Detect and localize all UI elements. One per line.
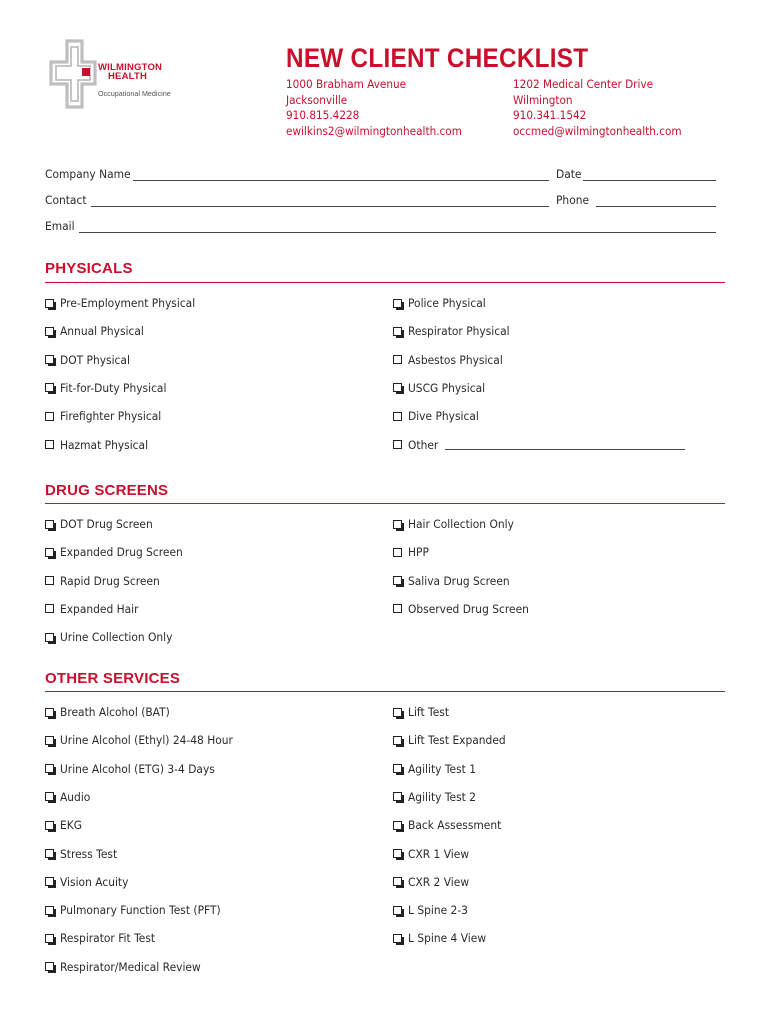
checklist-item[interactable] bbox=[45, 574, 168, 588]
checkbox-icon[interactable] bbox=[393, 934, 402, 943]
logo-subtitle: Occupational Medicine bbox=[98, 89, 171, 98]
checklist-item-label: L Spine 2-3 bbox=[408, 903, 468, 918]
logo-line2: HEALTH bbox=[108, 71, 148, 82]
checklist-item-label: Other bbox=[408, 437, 439, 452]
checklist-item[interactable] bbox=[45, 296, 207, 310]
checklist-item[interactable] bbox=[45, 733, 248, 747]
checklist-item[interactable] bbox=[393, 296, 492, 310]
logo-wordmark bbox=[98, 63, 162, 81]
checklist-item[interactable] bbox=[45, 903, 235, 917]
checkbox-icon[interactable] bbox=[393, 736, 402, 745]
section-title-physicals: PHYSICALS bbox=[45, 260, 133, 277]
checkbox-icon[interactable] bbox=[393, 412, 402, 421]
phone-field[interactable] bbox=[596, 206, 716, 207]
checklist-item[interactable] bbox=[393, 324, 518, 338]
checklist-item-label: Respirator Physical bbox=[408, 324, 510, 339]
email-label: Email bbox=[45, 219, 75, 233]
checklist-item[interactable] bbox=[393, 733, 514, 747]
address-city: Wilmington bbox=[513, 92, 573, 107]
checklist-item-label: DOT Drug Screen bbox=[60, 517, 153, 531]
checklist-item-label: L Spine 4 View bbox=[408, 931, 487, 946]
checklist-item-label: Firefighter Physical bbox=[60, 409, 162, 424]
checklist-item[interactable] bbox=[45, 545, 193, 559]
checklist-item[interactable] bbox=[393, 762, 482, 776]
address-wilmington bbox=[513, 77, 682, 139]
checklist-item-label: Dive Physical bbox=[408, 409, 479, 424]
checklist-item-label: CXR 2 View bbox=[408, 874, 470, 889]
checklist-item-label: HPP bbox=[408, 545, 429, 560]
checklist-item[interactable] bbox=[393, 903, 473, 917]
address-email: occmed@wilmingtonhealth.com bbox=[513, 123, 682, 138]
medical-cross-icon bbox=[46, 38, 98, 110]
date-label: Date bbox=[556, 167, 582, 181]
checklist-item-label: Agility Test 1 bbox=[408, 761, 477, 776]
checkbox-icon[interactable] bbox=[393, 520, 402, 529]
checkbox-icon[interactable] bbox=[45, 708, 54, 717]
checkbox-icon[interactable] bbox=[45, 520, 54, 529]
checklist-item[interactable] bbox=[393, 353, 511, 367]
address-city: Jacksonville bbox=[286, 92, 348, 107]
checklist-item[interactable] bbox=[45, 602, 145, 616]
section-divider bbox=[45, 691, 725, 692]
checklist-item[interactable] bbox=[393, 517, 523, 531]
checklist-item-label: Lift Test bbox=[408, 705, 450, 719]
checklist-item[interactable] bbox=[45, 762, 228, 776]
checklist-item[interactable] bbox=[393, 545, 431, 559]
checklist-item[interactable] bbox=[45, 960, 213, 974]
checkbox-icon[interactable] bbox=[45, 849, 54, 858]
checklist-item[interactable] bbox=[45, 931, 163, 945]
checkbox-icon[interactable] bbox=[45, 821, 54, 830]
address-email: ewilkins2@wilmingtonhealth.com bbox=[286, 123, 462, 138]
checklist-item-label: Expanded Drug Screen bbox=[60, 545, 183, 560]
address-street: 1000 Brabham Avenue bbox=[286, 77, 407, 91]
checklist-item-label: Lift Test Expanded bbox=[408, 733, 506, 748]
contact-field[interactable] bbox=[91, 206, 549, 207]
checklist-item[interactable] bbox=[393, 875, 474, 889]
checkbox-icon[interactable] bbox=[45, 299, 54, 308]
checklist-item-label: Pulmonary Function Test (PFT) bbox=[60, 903, 221, 918]
checklist-item-label: Urine Alcohol (Ethyl) 24-48 Hour bbox=[60, 733, 233, 748]
address-phone: 910.341.1542 bbox=[513, 108, 587, 122]
checklist-item-label: Pre-Employment Physical bbox=[60, 296, 196, 310]
checklist-item[interactable] bbox=[45, 381, 176, 395]
checkbox-icon[interactable] bbox=[393, 440, 402, 449]
checkbox-icon[interactable] bbox=[45, 327, 54, 336]
company-name-label: Company Name bbox=[45, 167, 131, 181]
checkbox-icon[interactable] bbox=[45, 934, 54, 943]
checklist-item-label: Police Physical bbox=[408, 296, 486, 310]
checkbox-icon[interactable] bbox=[393, 383, 402, 392]
checkbox-icon[interactable] bbox=[393, 877, 402, 886]
checklist-item-label: Respirator Fit Test bbox=[60, 931, 156, 946]
checklist-item[interactable] bbox=[45, 847, 122, 861]
checklist-item-label: Breath Alcohol (BAT) bbox=[60, 705, 170, 719]
checklist-item-label: Stress Test bbox=[60, 846, 118, 861]
checklist-item-label: DOT Physical bbox=[60, 352, 130, 367]
checkbox-icon[interactable] bbox=[45, 633, 54, 642]
section-divider bbox=[45, 503, 725, 504]
checklist-item[interactable] bbox=[393, 381, 492, 395]
checklist-item[interactable] bbox=[45, 875, 134, 889]
checklist-item[interactable] bbox=[393, 818, 509, 832]
checklist-item[interactable] bbox=[45, 409, 170, 423]
checkbox-icon[interactable] bbox=[393, 764, 402, 773]
checklist-item-label: Expanded Hair bbox=[60, 601, 139, 616]
checkbox-icon[interactable] bbox=[45, 548, 54, 557]
checkbox-icon[interactable] bbox=[393, 792, 402, 801]
checkbox-icon[interactable] bbox=[45, 764, 54, 773]
checkbox-icon[interactable] bbox=[45, 792, 54, 801]
checkbox-icon[interactable] bbox=[393, 548, 402, 557]
checklist-item-label: Back Assessment bbox=[408, 818, 502, 833]
checkbox-icon[interactable] bbox=[393, 906, 402, 915]
page-title: NEW CLIENT CHECKLIST bbox=[286, 43, 589, 73]
checkbox-icon[interactable] bbox=[393, 299, 402, 308]
checklist-item-label: Hair Collection Only bbox=[408, 517, 514, 531]
checkbox-icon[interactable] bbox=[393, 604, 402, 613]
checklist-item[interactable] bbox=[45, 324, 151, 338]
checklist-item-label: CXR 1 View bbox=[408, 846, 470, 861]
phone-label: Phone bbox=[556, 193, 590, 207]
section-divider bbox=[45, 282, 725, 283]
checklist-item-label: EKG bbox=[60, 818, 83, 833]
section-title-drug-screens: DRUG SCREENS bbox=[45, 482, 169, 499]
checklist-item-label: Respirator/Medical Review bbox=[60, 959, 201, 974]
checkbox-icon[interactable] bbox=[393, 576, 402, 585]
checklist-item[interactable] bbox=[393, 847, 474, 861]
checkbox-icon[interactable] bbox=[393, 849, 402, 858]
checklist-item-label: Fit-for-Duty Physical bbox=[60, 380, 167, 395]
checklist-item[interactable] bbox=[45, 438, 156, 452]
checklist-item[interactable] bbox=[393, 574, 519, 588]
checkbox-icon[interactable] bbox=[45, 440, 54, 449]
checkbox-icon[interactable] bbox=[45, 877, 54, 886]
checklist-item[interactable] bbox=[45, 517, 161, 531]
checkbox-icon[interactable] bbox=[45, 576, 54, 585]
wilmington-health-logo bbox=[46, 38, 206, 112]
contact-label: Contact bbox=[45, 193, 87, 207]
checkbox-icon[interactable] bbox=[393, 355, 402, 364]
logo-line1: WILMINGTON bbox=[98, 62, 163, 73]
checklist-item[interactable] bbox=[45, 818, 84, 832]
checklist-item-label: USCG Physical bbox=[408, 380, 486, 395]
checklist-item[interactable] bbox=[393, 931, 493, 945]
checklist-item-label: Hazmat Physical bbox=[60, 437, 149, 452]
checklist-item-label: Observed Drug Screen bbox=[408, 601, 529, 616]
checklist-item[interactable] bbox=[45, 353, 136, 367]
checkbox-icon[interactable] bbox=[393, 708, 402, 717]
checkbox-icon[interactable] bbox=[393, 327, 402, 336]
address-jacksonville bbox=[286, 77, 462, 139]
address-street: 1202 Medical Center Drive bbox=[513, 77, 654, 91]
checkbox-icon[interactable] bbox=[45, 736, 54, 745]
checklist-item[interactable] bbox=[45, 630, 182, 644]
section-title-other-services: OTHER SERVICES bbox=[45, 670, 181, 687]
checklist-item[interactable] bbox=[393, 438, 685, 452]
address-phone: 910.815.4228 bbox=[286, 108, 360, 122]
checklist-item-label: Audio bbox=[60, 789, 91, 804]
checklist-item-label: Vision Acuity bbox=[60, 874, 129, 889]
checklist-item[interactable] bbox=[393, 790, 482, 804]
company-name-field[interactable] bbox=[133, 180, 549, 181]
checklist-item[interactable] bbox=[393, 602, 539, 616]
checklist-item-label: Urine Alcohol (ETG) 3-4 Days bbox=[60, 761, 215, 776]
checkbox-icon[interactable] bbox=[45, 962, 54, 971]
other-physical-field[interactable] bbox=[445, 439, 685, 450]
checkbox-icon[interactable] bbox=[45, 355, 54, 364]
checklist-item-label: Asbestos Physical bbox=[408, 352, 503, 367]
checklist-item[interactable] bbox=[45, 790, 93, 804]
checklist-item-label: Rapid Drug Screen bbox=[60, 573, 160, 588]
checkbox-icon[interactable] bbox=[393, 821, 402, 830]
checklist-item-label: Agility Test 2 bbox=[408, 789, 477, 804]
checklist-item-label: Annual Physical bbox=[60, 324, 144, 339]
date-field[interactable] bbox=[583, 180, 716, 181]
checkbox-icon[interactable] bbox=[45, 906, 54, 915]
checklist-item-label: Saliva Drug Screen bbox=[408, 573, 510, 588]
checklist-item[interactable] bbox=[45, 705, 179, 719]
checkbox-icon[interactable] bbox=[45, 604, 54, 613]
email-field[interactable] bbox=[79, 232, 716, 233]
checkbox-icon[interactable] bbox=[45, 412, 54, 421]
checklist-item-label: Urine Collection Only bbox=[60, 630, 173, 645]
checklist-item[interactable] bbox=[393, 409, 485, 423]
checklist-item[interactable] bbox=[393, 705, 453, 719]
checkbox-icon[interactable] bbox=[45, 383, 54, 392]
